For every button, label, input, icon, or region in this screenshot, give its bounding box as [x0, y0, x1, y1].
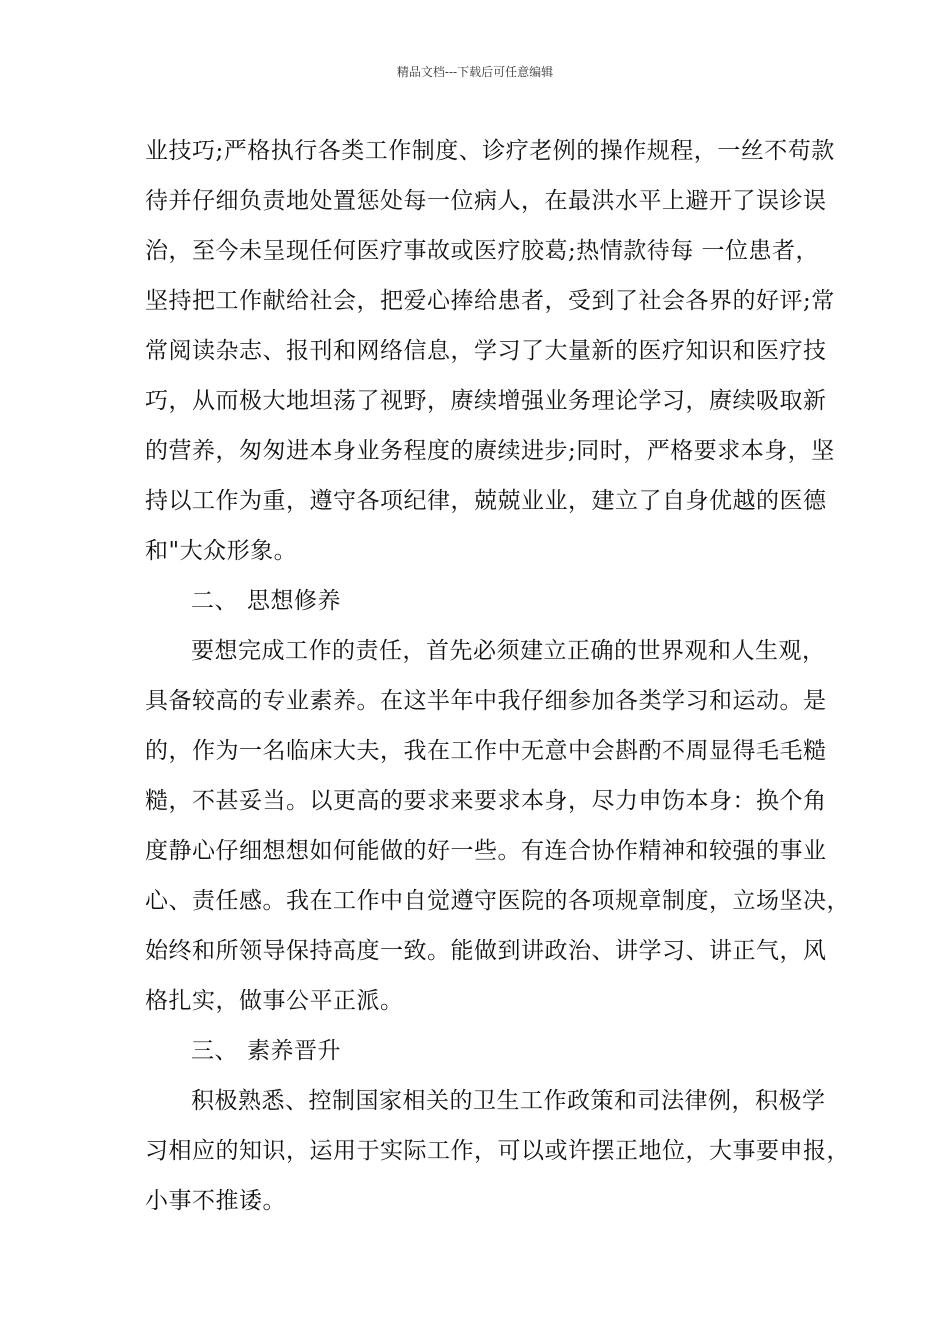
text-line: 持以工作为重，遵守各项纪律，兢兢业业，建立了自身优越的医德	[145, 488, 827, 514]
page-header: 精品文档---下载后可任意编辑	[396, 65, 554, 79]
section-heading-3	[145, 1026, 825, 1076]
text-line: 始终和所领导保持高度一致。能做到讲政治、讲学习、讲正气，风	[145, 938, 827, 964]
text-line: 具备较高的专业素养。在这半年中我仔细参加各类学习和运动。是	[145, 688, 827, 714]
section-title: 素养晋升	[247, 1038, 341, 1064]
text-line: 业技巧;严格执行各类工作制度、诊疗老例的操作规程，一丝不苟款	[145, 138, 835, 164]
text-line: 心、责任感。我在工作中自觉遵守医院的各项规章制度，立场坚决，	[145, 888, 850, 914]
text-line: 积极熟悉、控制国家相关的卫生工作政策和司法律例，积极学	[191, 1088, 826, 1114]
text-line: 小事不推诿。	[145, 1188, 286, 1214]
section-number: 二、	[191, 588, 238, 614]
text-line: 和"大众形象。	[145, 538, 298, 564]
text-line: 的营养，匆匆进本身业务程度的赓续进步;同时，严格要求本身，坚	[145, 438, 835, 464]
text-line: 糙，不甚妥当。以更高的要求来要求本身，尽力申饬本身：换个角	[145, 788, 827, 814]
text-line: 治，至今未呈现任何医疗事故或医疗胶葛;热情款待每 一位患者，	[145, 238, 820, 264]
text-line: 待并仔细负责地处置惩处每一位病人，在最洪水平上避开了误诊误	[145, 188, 827, 214]
text-line: 格扎实，做事公平正派。	[145, 988, 404, 1014]
section-title: 思想修养	[247, 588, 341, 614]
text-line: 要想完成工作的责任，首先必须建立正确的世界观和人生观，	[191, 638, 826, 664]
section-heading-2	[145, 576, 825, 626]
text-line: 度静心仔细想想如何能做的好一些。有连合协作精神和较强的事业	[145, 838, 827, 864]
document-body	[145, 126, 850, 1226]
section-number: 三、	[191, 1038, 238, 1064]
text-line: 巧，从而极大地坦荡了视野，赓续增强业务理论学习，赓续吸取新	[145, 388, 827, 414]
text-line: 的，作为一名临床大夫，我在工作中无意中会斟酌不周显得毛毛糙	[145, 738, 827, 764]
text-line: 坚持把工作献给社会，把爱心捧给患者，受到了社会各界的好评;常	[145, 288, 835, 314]
text-line: 习相应的知识，运用于实际工作，可以或许摆正地位，大事要申报，	[145, 1138, 850, 1164]
text-line: 常阅读杂志、报刊和网络信息，学习了大量新的医疗知识和医疗技	[145, 338, 827, 364]
